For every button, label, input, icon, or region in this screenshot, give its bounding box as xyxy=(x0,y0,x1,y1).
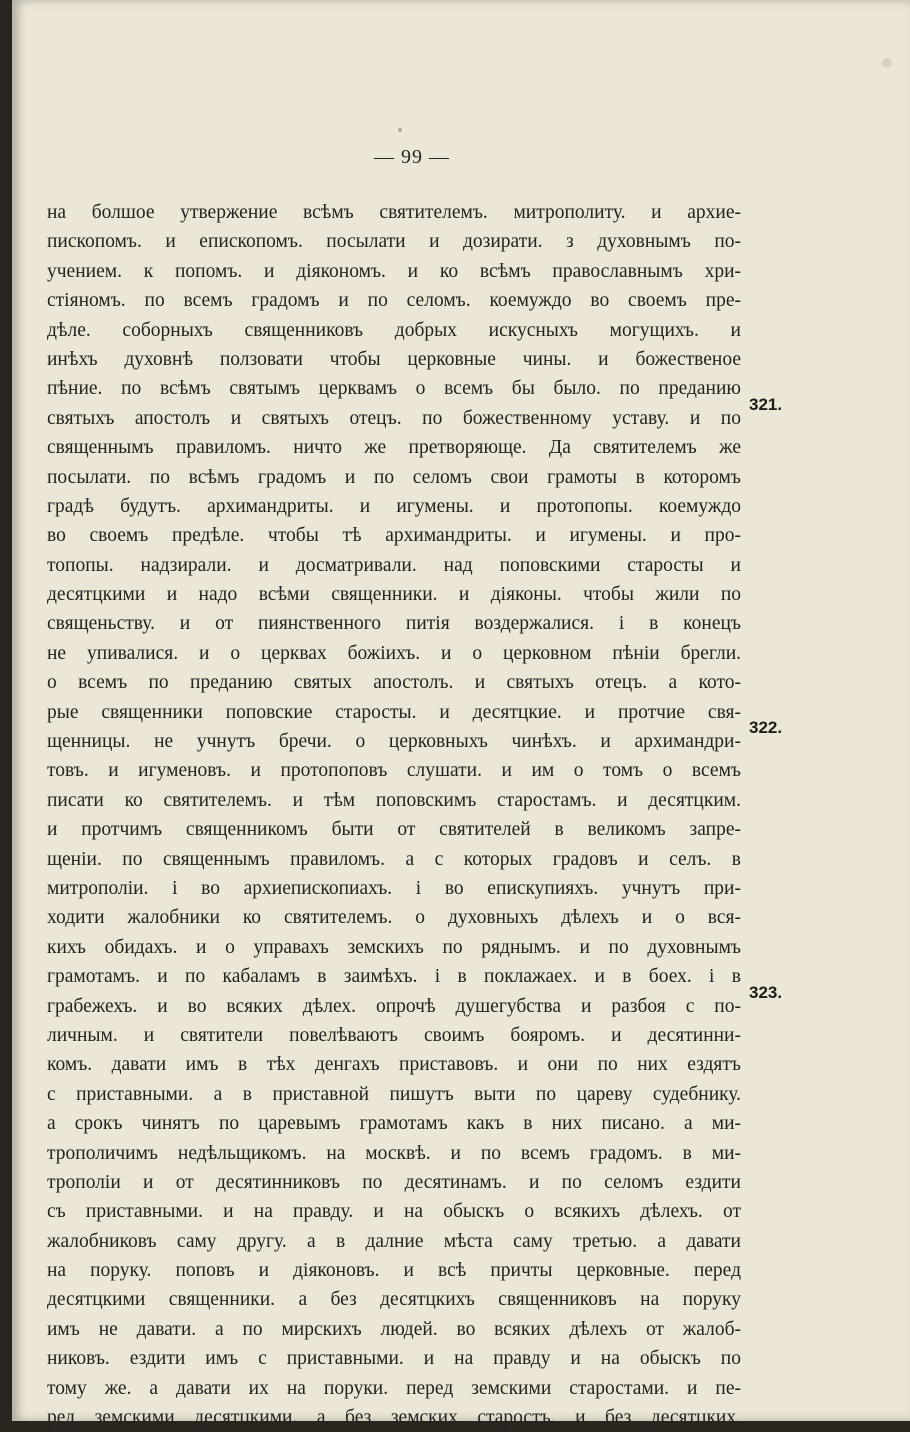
text-line: посылати. по всѣмъ градомъ и по селомъ свои грамоты в которомъ xyxy=(47,466,741,488)
text-line: щеніи. по священнымъ правиломъ. а с которых градовъ и селъ. в xyxy=(47,848,741,870)
text-line: градѣ будутъ. архимандриты. и игумены. и протопопы. коемуждо xyxy=(47,495,741,517)
text-line: рые священники поповские старосты. и десятцкие. и протчие свя- xyxy=(47,701,741,723)
text-line: о всемъ по преданию святых апостолъ. и святыхъ отецъ. а кото- xyxy=(47,672,741,694)
text-line: священьству. и от пиянственного питія воздержалися. і в конецъ xyxy=(47,613,741,635)
book-page xyxy=(12,0,910,1429)
text-line: стіяномъ. по всемъ градомъ и по селомъ. коемуждо во своемъ пре- xyxy=(47,290,741,312)
margin-article-number: 322. xyxy=(749,718,783,737)
text-line: священнымъ правиломъ. ничто же претворяюще. Да святителемъ же xyxy=(47,437,741,459)
text-line: ходити жалобники ко святителемъ. о духовныхъ дѣлехъ и о вся- xyxy=(47,907,741,929)
text-line: грамотамъ. и по кабаламъ в заимѣхъ. і в поклажаех. и в боех. і в xyxy=(47,966,741,988)
text-line: топопы. надзирали. и досматривали. над поповскими старосты и xyxy=(47,554,741,576)
text-line: во своемъ предѣле. чтобы тѣ архимандриты. и игумены. и про- xyxy=(47,525,741,547)
text-line: пѣние. по всѣмъ святымъ церквамъ о всемъ бы было. по преданию xyxy=(47,378,741,400)
text-line: ред земскими десятцкими. а без земских старостъ. и без десятцких. xyxy=(47,1407,741,1429)
text-line: десятцкими и надо всѣми священники. и діяконы. чтобы жили по xyxy=(47,584,741,606)
text-line: а срокъ чинятъ по царевымъ грамотамъ какъ в них писано. а ми- xyxy=(47,1113,741,1135)
text-line: учением. к попомъ. и діякономъ. и ко всѣмъ православнымъ хри- xyxy=(47,260,741,282)
text-line: комъ. давати имъ в тѣх денгахъ приставовъ. и они по них ездятъ xyxy=(47,1054,741,1076)
text-line: товъ. и игуменовъ. и протопоповъ слушати. и им о томъ о всемъ xyxy=(47,760,741,782)
text-line: тому же. а давати их на поруки. перед земскими старостами. и пе- xyxy=(47,1377,741,1399)
text-line: писати ко святителемъ. и тѣм поповскимъ старостамъ. и десятцким. xyxy=(47,789,741,811)
text-line: десятцкими священники. а без десятцкихъ священниковъ на поруку xyxy=(47,1289,741,1311)
margin-article-number: 323. xyxy=(749,983,783,1002)
text-line: щенницы. не учнутъ бречи. о церковныхъ чинѣхъ. и архимандри- xyxy=(47,731,741,753)
text-line: не упивалися. и о церквах божіихъ. и о церковном пѣніи брегли. xyxy=(47,642,741,664)
text-line: на поруку. поповъ и діяконовъ. и всѣ причты церковные. перед xyxy=(47,1260,741,1282)
text-line: съ приставными. и на правду. и на обыскъ о всякихъ дѣлехъ. от xyxy=(47,1201,741,1223)
text-line: никовъ. ездити имъ с приставными. и на правду и на обыскъ по xyxy=(47,1348,741,1370)
text-line: личным. и святители повелѣваютъ своимъ бояромъ. и десятинни- xyxy=(47,1024,741,1046)
text-line: грабежехъ. и во всяких дѣлех. опрочѣ душегубства и разбоя с по- xyxy=(47,995,741,1017)
margin-article-number: 321. xyxy=(749,395,783,414)
text-line: и протчимъ священникомъ быти от святителей в великомъ запре- xyxy=(47,819,741,841)
text-line: митрополіи. і во архиепископиахъ. і во епискупияхъ. учнутъ при- xyxy=(47,877,741,899)
text-line: дѣле. соборныхъ священниковъ добрых искусныхъ могущихъ. и xyxy=(47,319,741,341)
text-line: инѣхъ духовнѣ ползовати чтобы церковные чины. и божественое xyxy=(47,348,741,370)
text-line: с приставными. а в приставной пишутъ выти по цареву судебнику. xyxy=(47,1083,741,1105)
text-line: жалобниковъ саму другу. а в далние мѣста саму третью. а давати xyxy=(47,1230,741,1252)
text-line: на болшое утвержение всѣмъ святителемъ. митрополиту. и архие- xyxy=(47,202,741,223)
text-line: кихъ обидахъ. и о управахъ земскихъ по ряднымъ. и по духовнымъ xyxy=(47,936,741,958)
page-number: — 99 — xyxy=(374,146,450,168)
text-line: трополичимъ недѣльщикомъ. на москвѣ. и по всемъ градомъ. в ми- xyxy=(47,1142,741,1164)
text-line: трополіи и от десятинниковъ по десятинамъ. и по селомъ ездити xyxy=(47,1171,741,1193)
text-line: пископомъ. и епископомъ. посылати и дозирати. з духовнымъ по- xyxy=(47,231,741,253)
page-body xyxy=(47,198,741,1432)
paper-speck xyxy=(398,128,402,132)
text-line: имъ не давати. а по мирскихъ людей. во всяких дѣлехъ от жалоб- xyxy=(47,1318,741,1340)
paper-speck xyxy=(882,58,892,68)
text-line: святыхъ апостолъ и святыхъ отецъ. по божественному уставу. и по xyxy=(47,407,741,429)
